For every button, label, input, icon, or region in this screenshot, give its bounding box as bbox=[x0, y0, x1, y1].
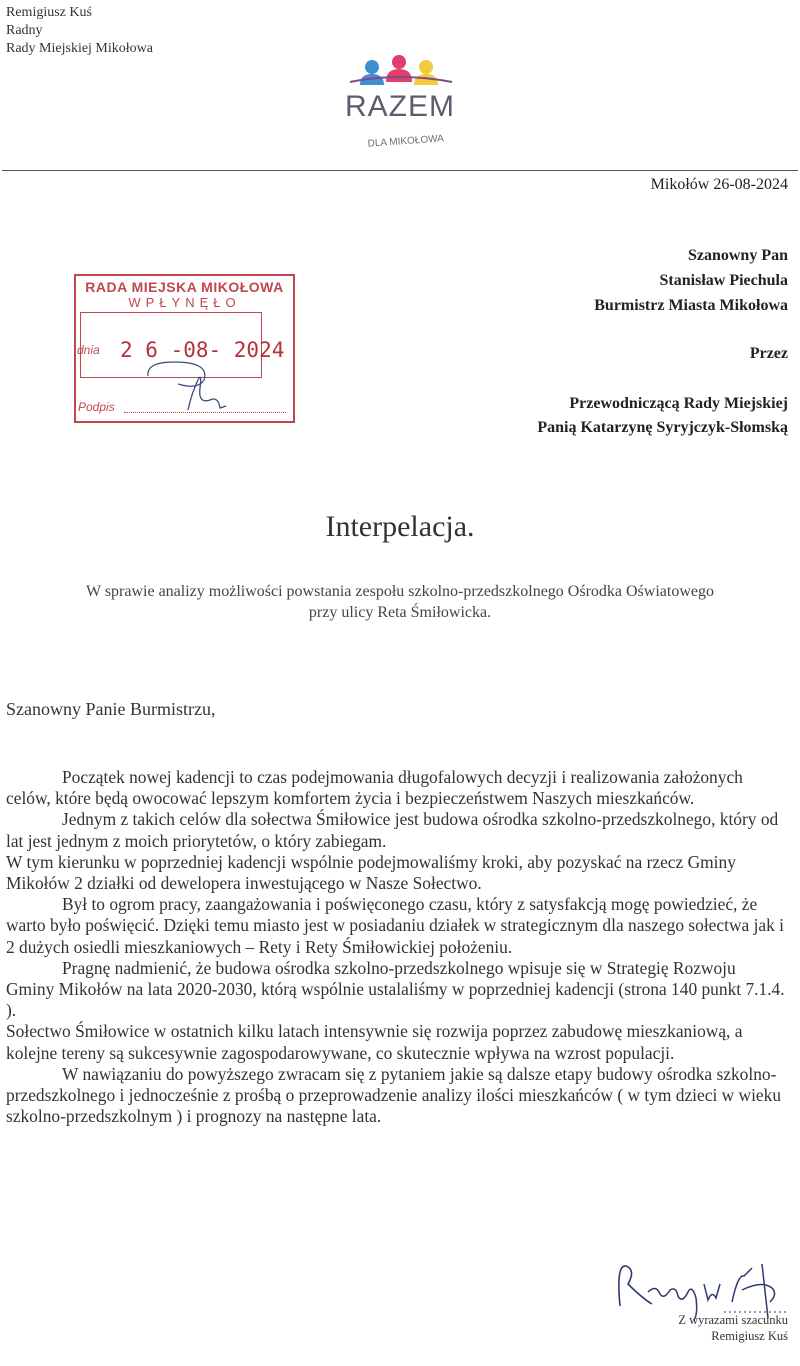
razem-logo-icon bbox=[340, 52, 460, 152]
sender-block bbox=[6, 4, 153, 58]
received-stamp bbox=[74, 274, 295, 423]
stamp-signature-label: Podpis bbox=[78, 400, 115, 414]
date-line: Mikołów 26-08-2024 bbox=[650, 176, 788, 193]
closing-regards: Z wyrazami szacunku bbox=[678, 1313, 788, 1327]
stamp-date-value: 2 6 -08- 2024 bbox=[120, 338, 285, 362]
svg-text:RAZEM: RAZEM bbox=[345, 90, 455, 123]
header-divider bbox=[2, 170, 798, 171]
body-paragraph-1: Początek nowej kadencji to czas podejmowania długofalowych decyzji i realizowania założonych celów, które będą owocować lepszym komfortem życia i bezpieczeństwem Naszych mieszkańców. bbox=[6, 767, 743, 809]
body-paragraph-7: W nawiązaniu do powyższego zwracam się z pytaniem jakie są dalsze etapy budowy ośrodka szkolno-przedszkolnego i jednocześnie z prośbą o przeprowadzenie analizy ilości mieszkańców ( w tym dzieci w wieku szkolno-przedszkolnym ) i prognozy na następne lata. bbox=[6, 1063, 782, 1127]
body-paragraph-3: W tym kierunku w poprzedniej kadencji wspólnie podejmowaliśmy kroki, aby pozyskać na rzecz Gminy Mikołów 2 działki od dewelopera inwestującego w Nasze Sołectwo. bbox=[6, 851, 736, 894]
sender-role: Radny bbox=[6, 23, 43, 38]
salutation: Szanowny Panie Burmistrzu, bbox=[6, 699, 216, 719]
closing-name: Remigiusz Kuś bbox=[711, 1329, 788, 1343]
stamp-date-label: dnia bbox=[77, 343, 100, 357]
stamp-header: RADA MIEJSKA MIKOŁOWA bbox=[85, 279, 284, 295]
sender-council: Rady Miejskiej Mikołowa bbox=[6, 41, 153, 56]
closing-block bbox=[678, 1312, 788, 1344]
recipient-line-6: Panią Katarzynę Syryjczyk-Słomską bbox=[537, 419, 788, 436]
letter-body bbox=[6, 767, 786, 1127]
body-paragraph-6: Sołectwo Śmiłowice w ostatnich kilku latach intensywnie się rozwija poprzez zabudowę mieszkaniową, a kolejne tereny są sukcesywnie zagospodarowywane, co skutecznie wpływa na wzrost populacji. bbox=[6, 1021, 743, 1063]
svg-text:DLA MIKOŁOWA: DLA MIKOŁOWA bbox=[367, 133, 445, 150]
body-paragraph-5: Pragnę nadmienić, że budowa ośrodka szkolno-przedszkolnego wpisuje się w Strategię Rozwoju Gminy Mikołów na lata 2020-2030, którą wspólnie ustalaliśmy w poprzedniej kadencji (strona 140 punkt 7.1.4. ). bbox=[6, 957, 785, 1021]
document-title: Interpelacja. bbox=[325, 510, 475, 543]
recipient-line-5: Przewodniczącą Rady Miejskiej bbox=[569, 395, 788, 412]
body-paragraph-2: Jednym z takich celów dla sołectwa Śmiłowice jest budowa ośrodka szkolno-przedszkolnego, który od lat jest jednym z moich priorytetów, o który zabiegam. bbox=[6, 809, 779, 851]
razem-logo bbox=[340, 52, 460, 152]
recipient-line-3: Burmistrz Miasta Mikołowa bbox=[594, 297, 788, 314]
subject-line-1: W sprawie analizy możliwości powstania zespołu szkolno-przedszkolnego Ośrodka Oświatowego bbox=[86, 583, 714, 600]
stamp-received: WPŁYNĘŁO bbox=[128, 295, 241, 310]
recipient-via: Przez bbox=[749, 345, 788, 362]
subject-line-2: przy ulicy Reta Śmiłowicka. bbox=[308, 604, 492, 621]
subject-block bbox=[20, 581, 780, 623]
stamp-signature-icon bbox=[76, 276, 293, 421]
recipient-line-1: Szanowny Pan bbox=[687, 247, 788, 264]
sender-name: Remigiusz Kuś bbox=[6, 5, 92, 20]
body-paragraph-4: Był to ogrom pracy, zaangażowania i poświęconego czasu, który z satysfakcją mogę powiedzieć, że warto było poświęcić. Dzięki temu miasto jest w posiadaniu działek w strategicznym dla naszego sołectwa jak i 2 dużych osiedli mieszkaniowych – Rety i Rety Śmiłowickiej położeniu. bbox=[6, 894, 785, 957]
recipient-line-2: Stanisław Piechula bbox=[659, 272, 788, 289]
